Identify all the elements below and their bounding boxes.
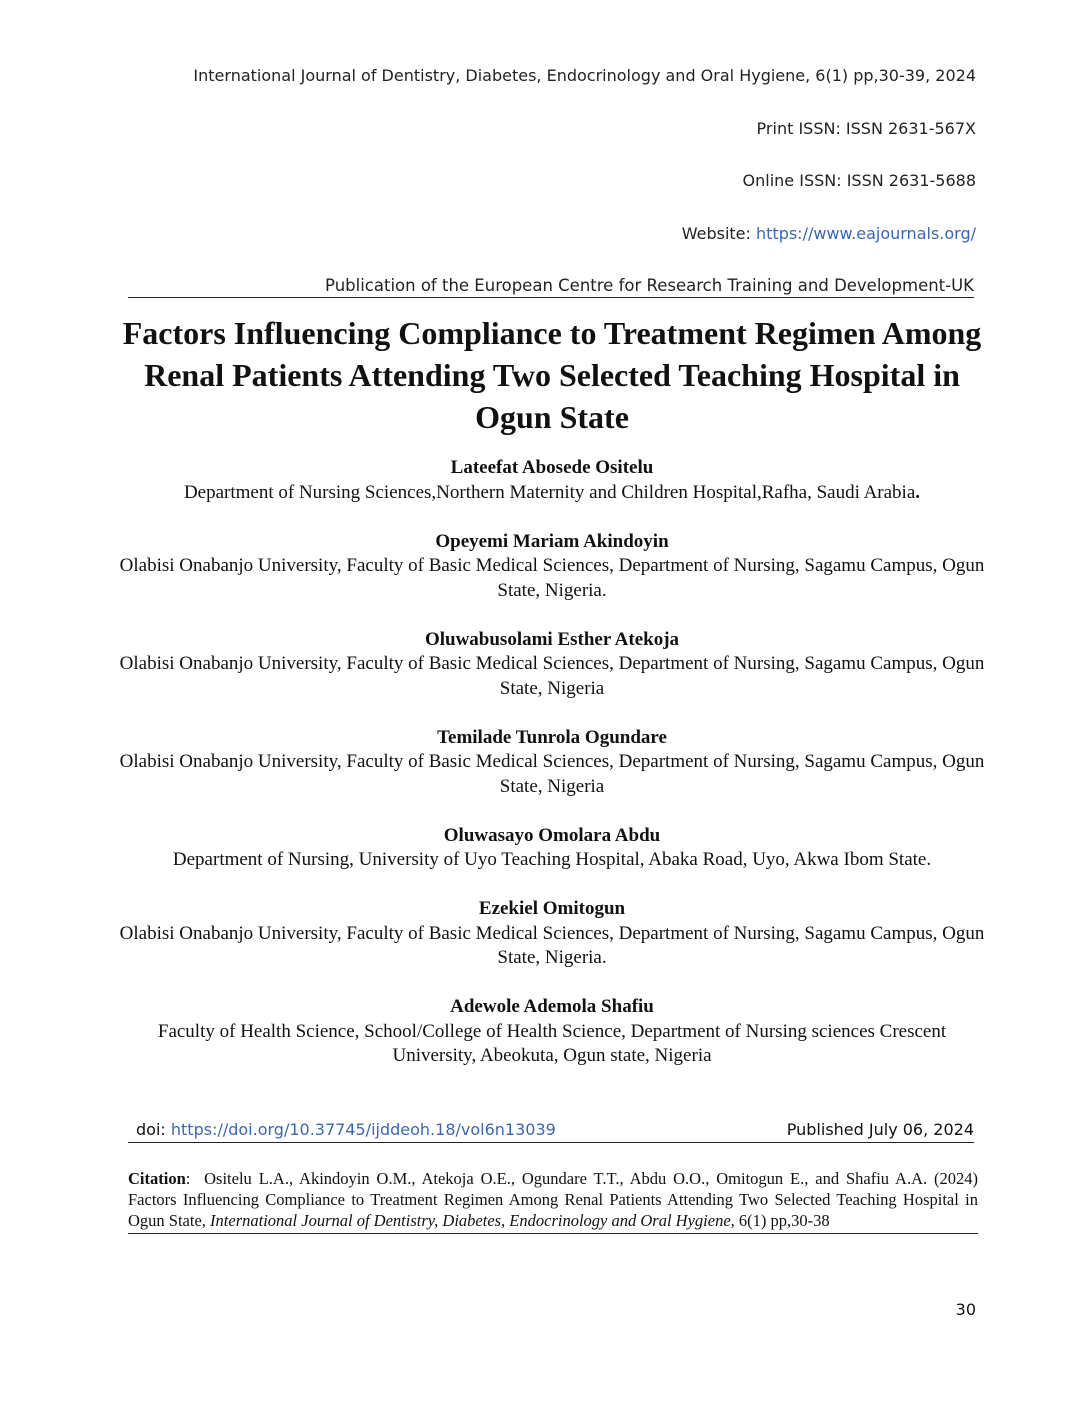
- citation-journal: International Journal of Dentistry, Diabetes, Endocrinology and Oral Hygiene: [210, 1211, 731, 1230]
- author-affiliation: Faculty of Health Science, School/College of Health Science, Department of Nursing sciences Crescent University, Abeokuta, Ogun state, Nigeria: [157, 1020, 947, 1066]
- print-issn: Print ISSN: ISSN 2631-567X: [756, 119, 976, 138]
- citation: Citation: Ositelu L.A., Akindoyin O.M., Atekoja O.E., Ogundare T.T., Abdu O.O., Omitogun E., and Shafiu A.A. (2024) Factors Influencing Compliance to Treatment Regimen Among Renal Patients Attending Two Selected Teaching Hospital in Ogun State, International Journal of Dentistry, Diabetes, Endocrinology and Oral Hygiene, 6(1) pp,30-38: [128, 1168, 978, 1234]
- author-name: Oluwabusolami Esther Atekoja: [424, 628, 680, 650]
- publication-of: Publication of the European Centre for Research Training and Development-UK: [325, 276, 974, 295]
- author-name: Lateefat Abosede Ositelu: [450, 457, 654, 478]
- author-block: [118, 824, 986, 873]
- author-block: [118, 726, 986, 800]
- author-affiliation: Olabisi Onabanjo University, Faculty of Basic Medical Sciences, Department of Nursing, Sagamu Campus, Ogun State, Nigeria.: [119, 922, 985, 968]
- author-name: Opeyemi Mariam Akindoyin: [435, 530, 669, 552]
- author-name: Adewole Ademola Shafiu: [450, 996, 654, 1017]
- citation-label: Citation: [128, 1169, 186, 1188]
- page-number: 30: [955, 1300, 976, 1319]
- author-affiliation: Olabisi Onabanjo University, Faculty of Basic Medical Sciences, Department of Nursing, Sagamu Campus, Ogun State, Nigeria: [119, 751, 985, 797]
- author-affiliation: Olabisi Onabanjo University, Faculty of Basic Medical Sciences, Department of Nursing, Sagamu Campus, Ogun State, Nigeria: [119, 653, 985, 699]
- author-name: Oluwasayo Omolara Abdu: [443, 824, 661, 846]
- author-block: [118, 628, 986, 702]
- doi: [136, 1120, 556, 1139]
- doi-label: doi:: [136, 1120, 171, 1139]
- paper-title: Factors Influencing Compliance to Treatment Regimen Among Renal Patients Attending Two Selected Teaching Hospital in Ogun State: [122, 315, 982, 435]
- author-name: Ezekiel Omitogun: [478, 898, 626, 919]
- website-label: Website:: [681, 224, 756, 243]
- author-affiliation: Department of Nursing, University of Uyo Teaching Hospital, Abaka Road, Uyo, Akwa Ibom State.: [172, 849, 932, 870]
- author-affiliation: Olabisi Onabanjo University, Faculty of Basic Medical Sciences, Department of Nursing, Sagamu Campus, Ogun State, Nigeria.: [119, 555, 985, 601]
- author-affiliation: Department of Nursing Sciences,Northern Maternity and Children Hospital,Rafha, Saudi Arabia.: [183, 481, 921, 503]
- author-block: [118, 530, 986, 604]
- publication-line: [128, 276, 974, 298]
- published-date: Published July 06, 2024: [786, 1120, 974, 1139]
- doi-line: [128, 1118, 974, 1143]
- website-line: [682, 224, 976, 243]
- doi-link[interactable]: https://doi.org/10.37745/ijddeoh.18/vol6n13039: [170, 1120, 556, 1139]
- website-link[interactable]: https://www.eajournals.org/: [756, 224, 976, 243]
- citation-text: Ositelu L.A., Akindoyin O.M., Atekoja O.E., Ogundare T.T., Abdu O.O., Omitogun E., and Shafiu A.A. (2024) Factors Influencing Compliance to Treatment Regimen Among Renal Patients Attending Two Selected Teaching Hospital in Ogun State,: [128, 1169, 979, 1230]
- online-issn: Online ISSN: ISSN 2631-5688: [742, 171, 976, 190]
- author-name: Temilade Tunrola Ogundare: [437, 726, 667, 748]
- author-block: [118, 995, 986, 1069]
- author-block: [118, 456, 986, 505]
- journal-header: International Journal of Dentistry, Diabetes, Endocrinology and Oral Hygiene, 6(1) pp,30-39, 2024: [193, 66, 976, 85]
- author-list: [118, 456, 986, 1093]
- author-block: [118, 897, 986, 971]
